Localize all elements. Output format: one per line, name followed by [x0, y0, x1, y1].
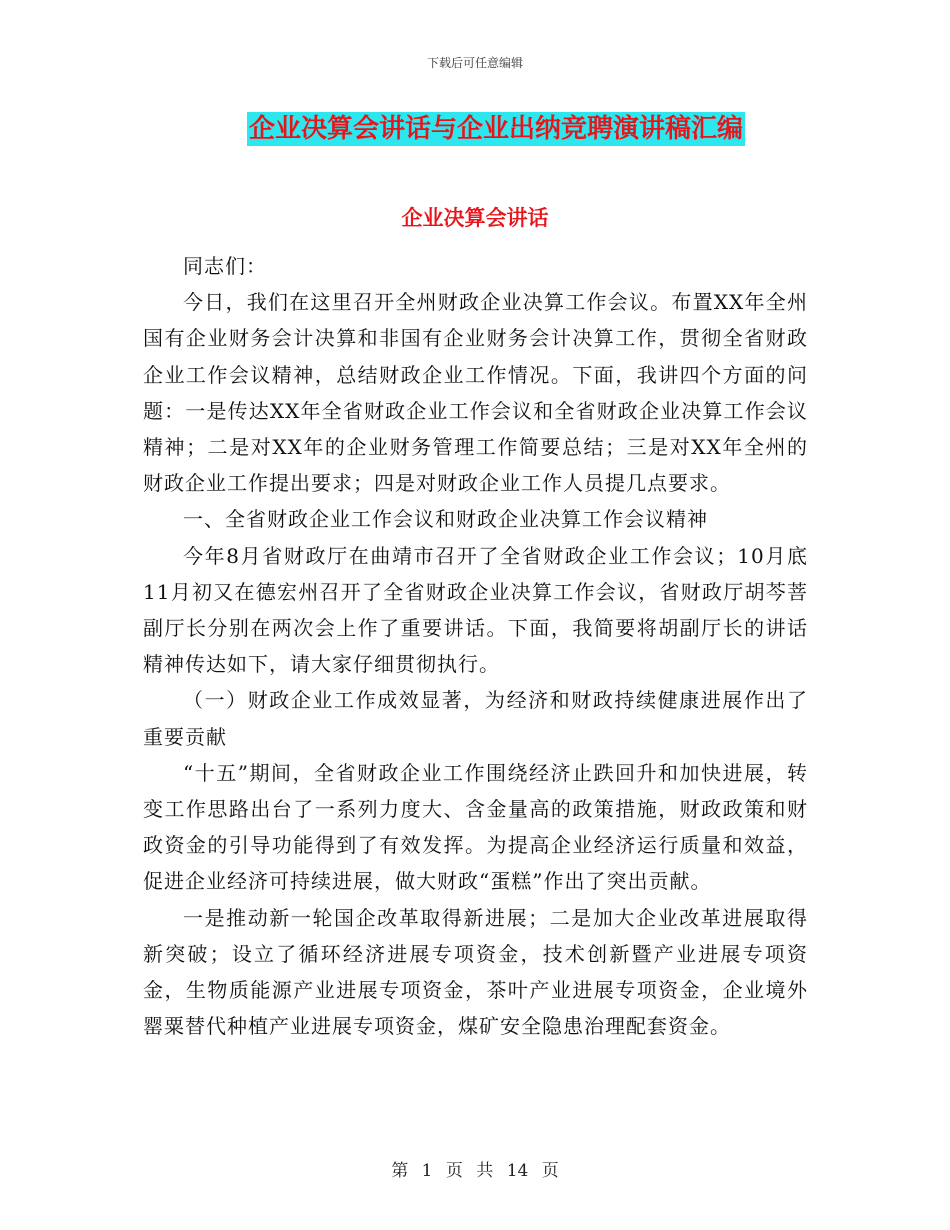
header-note: 下载后可任意编辑	[426, 56, 523, 70]
paragraph: “十五”期间，全省财政企业工作围绕经济止跌回升和加快进展，转变工作思路出台了一系列力度大、含金量高的政策措施，财政政策和财政资金的引导功能得到了有效发挥。为提高企业经济运行质量和效益，促进企业经济可持续进展，做大财政“蛋糕”作出了突出贡献。	[143, 760, 808, 894]
document-title: 企业决算会讲话与企业出纳竞聘演讲稿汇编	[249, 114, 744, 144]
document-body	[143, 248, 808, 1044]
paragraph-greeting: 同志们：	[183, 254, 267, 278]
page-number: 第 1 页 共 14 页	[391, 1161, 559, 1181]
paragraph-subheading: （一）财政企业工作成效显著，为经济和财政持续健康进展作出了重要贡献	[143, 688, 808, 749]
paragraph: 一是推动新一轮国企改革取得新进展；二是加大企业改革进展取得新突破；设立了循环经济进展专项资金，技术创新暨产业进展专项资金，生物质能源产业进展专项资金，茶叶产业进展专项资金，企业境外罂粟替代种植产业进展专项资金，煤矿安全隐患治理配套资金。	[143, 905, 808, 1039]
section-title: 企业决算会讲话	[401, 206, 549, 230]
paragraph-heading: 一、全省财政企业工作会议和财政企业决算工作会议精神	[183, 507, 708, 532]
paragraph: 今年8月省财政厅在曲靖市召开了全省财政企业工作会议；10月底11月初又在德宏州召开了全省财政企业决算工作会议，省财政厅胡芩菩副厅长分别在两次会上作了重要讲话。下面，我简要将胡副厅长的讲话精神传达如下，请大家仔细贯彻执行。	[143, 543, 808, 677]
paragraph: 今日，我们在这里召开全州财政企业决算工作会议。布置XX年全州国有企业财务会计决算和非国有企业财务会计决算工作，贯彻全省财政企业工作会议精神，总结财政企业工作情况。下面，我讲四个方面的问题：一是传达XX年全省财政企业工作会议和全省财政企业决算工作会议精神；二是对XX年的企业财务管理工作简要总结；三是对XX年全州的财政企业工作提出要求；四是对财政企业工作人员提几点要求。	[143, 290, 808, 496]
